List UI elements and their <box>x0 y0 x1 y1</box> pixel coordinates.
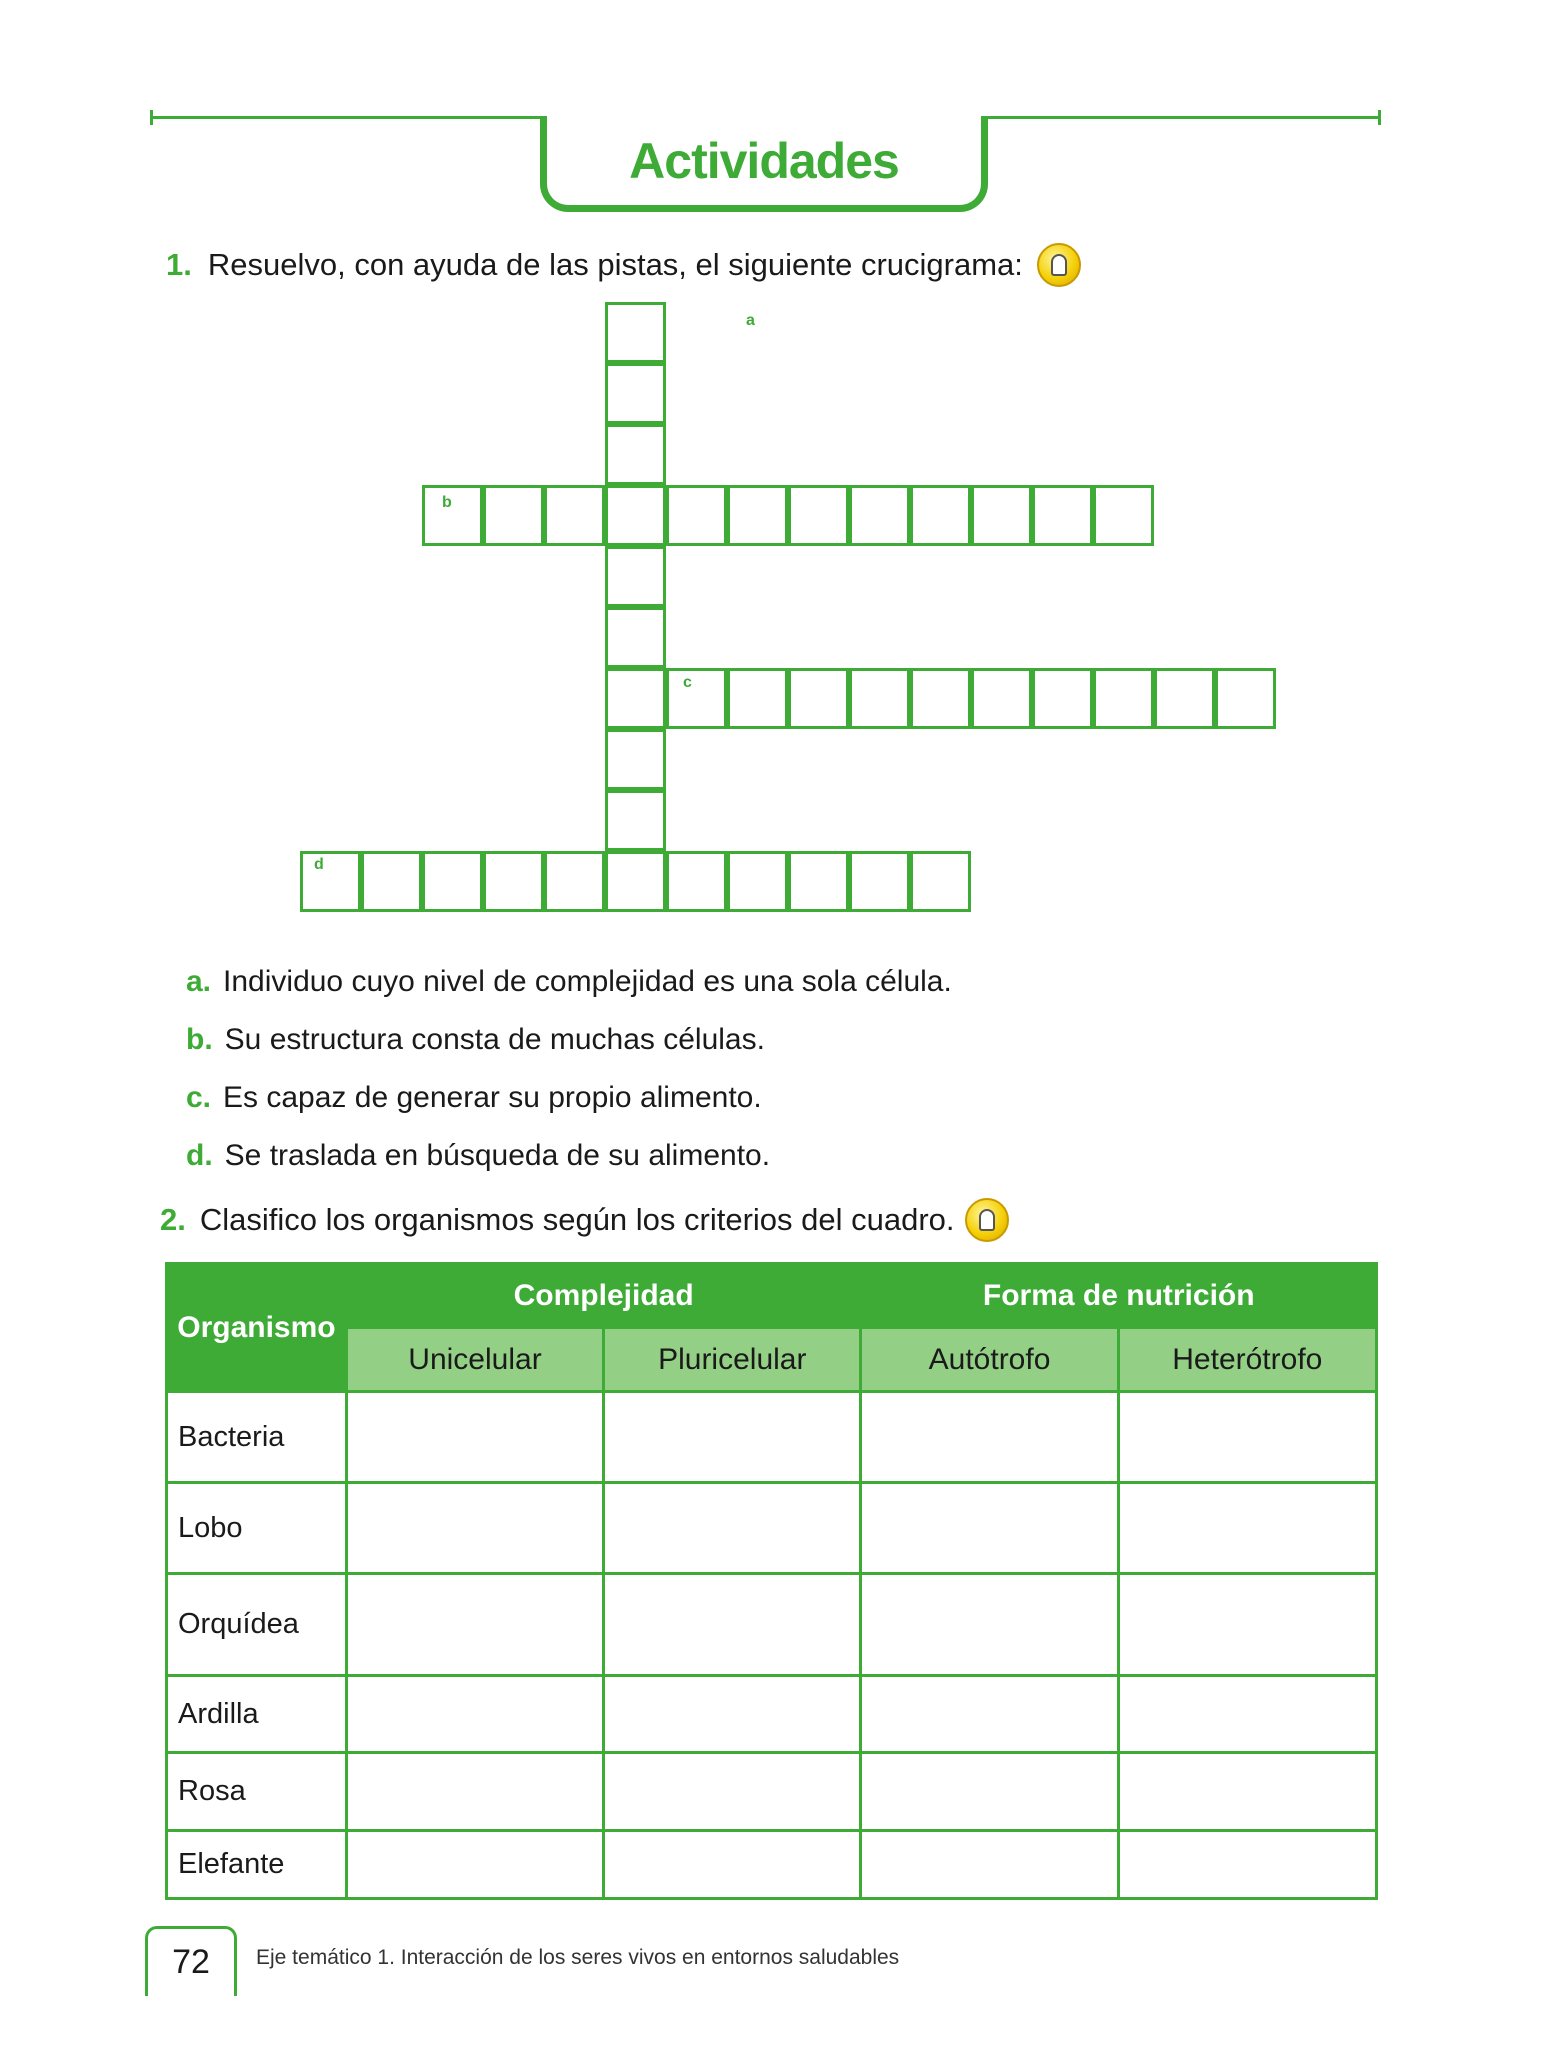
answer-cell[interactable] <box>346 1574 603 1676</box>
table-row <box>167 1483 1377 1574</box>
answer-cell[interactable] <box>861 1676 1118 1753</box>
question-1-text: Resuelvo, con ayuda de las pistas, el siguiente crucigrama: <box>207 247 1023 282</box>
crossword-cell[interactable] <box>605 851 666 912</box>
organism-name: Lobo <box>167 1483 347 1574</box>
answer-cell[interactable] <box>604 1392 861 1483</box>
organism-name: Bacteria <box>167 1392 347 1483</box>
crossword-cell[interactable] <box>788 485 849 546</box>
crossword-cell[interactable] <box>544 851 605 912</box>
answer-cell[interactable] <box>346 1483 603 1574</box>
crossword-cell[interactable] <box>605 607 666 668</box>
answer-cell[interactable] <box>1118 1753 1376 1831</box>
crossword-cell[interactable] <box>849 668 910 729</box>
crossword-cell[interactable] <box>910 485 971 546</box>
answer-cell[interactable] <box>861 1574 1118 1676</box>
page-number: 72 <box>172 1943 210 1981</box>
organism-name: Ardilla <box>167 1676 347 1753</box>
crossword-cell[interactable] <box>666 668 727 729</box>
table-row <box>167 1676 1377 1753</box>
heterotroph-header: Heterótrofo <box>1118 1328 1376 1392</box>
answer-cell[interactable] <box>1118 1676 1376 1753</box>
question-2-text: Clasifico los organismos según los criterios del cuadro. <box>199 1202 955 1237</box>
crossword-cell[interactable] <box>849 485 910 546</box>
question-2 <box>160 1198 1009 1242</box>
crossword-cell[interactable] <box>605 546 666 607</box>
crossword-cell[interactable] <box>788 668 849 729</box>
crossword-cell[interactable] <box>1032 668 1093 729</box>
crossword-letter-b: b <box>442 494 452 511</box>
crossword-cell[interactable] <box>971 485 1032 546</box>
crossword-cell[interactable] <box>666 851 727 912</box>
crossword-cell[interactable] <box>544 485 605 546</box>
answer-cell[interactable] <box>604 1574 861 1676</box>
clue-b: b. Su estructura consta de muchas células. <box>186 1023 765 1056</box>
answer-cell[interactable] <box>346 1392 603 1483</box>
crossword-cell[interactable] <box>727 485 788 546</box>
answer-cell[interactable] <box>604 1753 861 1831</box>
crossword-cell[interactable] <box>422 851 483 912</box>
crossword-cell[interactable] <box>605 363 666 424</box>
clue-a: a. Individuo cuyo nivel de complejidad es una sola célula. <box>186 965 952 998</box>
crossword-cell[interactable] <box>422 485 483 546</box>
answer-cell[interactable] <box>1118 1392 1376 1483</box>
crossword-cell[interactable] <box>605 302 666 363</box>
crossword-cell[interactable] <box>300 851 361 912</box>
question-1-number: 1. <box>166 247 192 282</box>
answer-cell[interactable] <box>861 1831 1118 1899</box>
multicellular-header: Pluricelular <box>604 1328 861 1392</box>
crossword-cell[interactable] <box>727 668 788 729</box>
crossword-cell[interactable] <box>1215 668 1276 729</box>
crossword-cell[interactable] <box>605 790 666 851</box>
crossword-cell[interactable] <box>971 668 1032 729</box>
answer-cell[interactable] <box>1118 1483 1376 1574</box>
unicellular-header: Unicelular <box>346 1328 603 1392</box>
answer-cell[interactable] <box>1118 1831 1376 1899</box>
footer-text: Eje temático 1. Interacción de los seres vivos en entornos saludables <box>256 1946 900 1969</box>
answer-cell[interactable] <box>346 1753 603 1831</box>
crossword-cell[interactable] <box>910 851 971 912</box>
answer-cell[interactable] <box>861 1483 1118 1574</box>
answer-cell[interactable] <box>604 1831 861 1899</box>
crossword-cell[interactable] <box>483 485 544 546</box>
table-row <box>167 1753 1377 1831</box>
table-row <box>167 1831 1377 1899</box>
crossword-letter-c: c <box>683 674 692 691</box>
answer-cell[interactable] <box>604 1483 861 1574</box>
crossword-letter-a: a <box>746 312 755 329</box>
complexity-header: Complejidad <box>346 1264 861 1328</box>
crossword-cell[interactable] <box>910 668 971 729</box>
crossword-cell[interactable] <box>605 668 666 729</box>
crossword <box>0 0 1564 930</box>
crossword-cell[interactable] <box>1154 668 1215 729</box>
classification-table <box>165 1262 1378 1900</box>
crossword-cell[interactable] <box>605 485 666 546</box>
table-row <box>167 1574 1377 1676</box>
crossword-cell[interactable] <box>1032 485 1093 546</box>
answer-cell[interactable] <box>346 1831 603 1899</box>
answer-cell[interactable] <box>346 1676 603 1753</box>
answer-cell[interactable] <box>604 1676 861 1753</box>
page-number-tab <box>145 1926 237 1996</box>
crossword-cell[interactable] <box>1093 668 1154 729</box>
organism-name: Rosa <box>167 1753 347 1831</box>
organism-name: Orquídea <box>167 1574 347 1676</box>
crossword-letter-d: d <box>314 856 324 873</box>
nutrition-header: Forma de nutrición <box>861 1264 1377 1328</box>
crossword-cell[interactable] <box>727 851 788 912</box>
crossword-cell[interactable] <box>605 424 666 485</box>
organism-name: Elefante <box>167 1831 347 1899</box>
lightbulb-icon <box>965 1198 1009 1242</box>
crossword-cell[interactable] <box>849 851 910 912</box>
crossword-cell[interactable] <box>483 851 544 912</box>
clue-c: c. Es capaz de generar su propio alimento. <box>186 1081 762 1114</box>
crossword-cell[interactable] <box>788 851 849 912</box>
page-title: Actividades <box>629 132 899 189</box>
question-2-number: 2. <box>160 1202 186 1237</box>
crossword-cell[interactable] <box>361 851 422 912</box>
table-row <box>167 1392 1377 1483</box>
answer-cell[interactable] <box>1118 1574 1376 1676</box>
answer-cell[interactable] <box>861 1753 1118 1831</box>
organism-header: Organismo <box>167 1264 347 1392</box>
crossword-cell[interactable] <box>666 485 727 546</box>
answer-cell[interactable] <box>861 1392 1118 1483</box>
crossword-cell[interactable] <box>605 729 666 790</box>
autotroph-header: Autótrofo <box>861 1328 1118 1392</box>
crossword-cell[interactable] <box>1093 485 1154 546</box>
clue-d: d. Se traslada en búsqueda de su alimento. <box>186 1139 771 1172</box>
